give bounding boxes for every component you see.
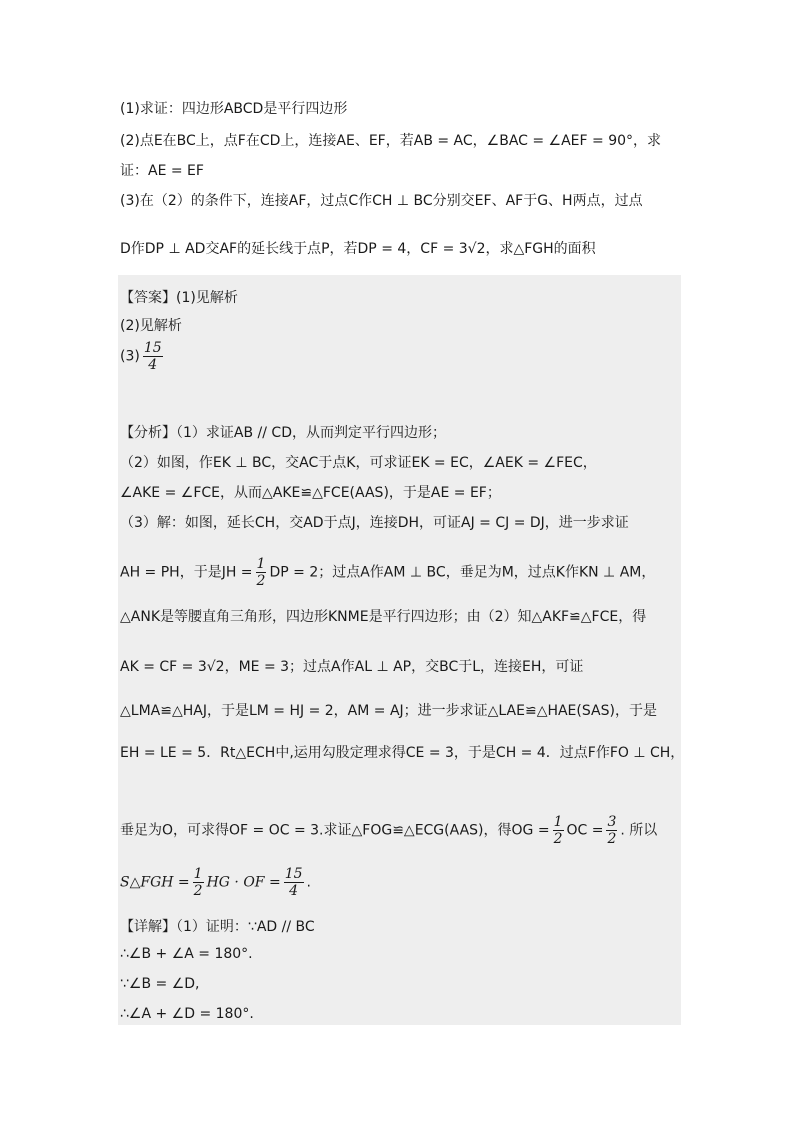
analysis-line11: S△FGH = $\frac{1}{2}$ HG · OF = $\frac{15}{4}$ . (120, 866, 311, 899)
analysis-line3: ∠AKE = ∠FCE，从而△AKE≌△FCE(AAS)，于是AE = EF； (120, 485, 501, 501)
analysis-line2: （2）如图，作EK ⊥ BC，交AC于点K，可求证EK = EC，∠AEK = ∠FEC， (120, 455, 597, 471)
question-part2-line2: 证：AE = EF (120, 163, 204, 179)
fraction-one-half: $\frac{1}{2}$ (256, 556, 266, 589)
answer-part2: (2)见解析 (120, 318, 182, 334)
analysis-line10: 垂足为O，可求得OF = OC = 3.求证△FOG≌△ECG(AAS)，得OG = $\frac{1}{2}$ OC = $\frac{3}{2}$ . 所以 (120, 814, 658, 847)
analysis-line6: △ANK是等腰直角三角形，四边形KNME是平行四边形；由（2）知△AKF≌△FCE，得 (120, 609, 647, 625)
fraction-one-half: $\frac{1}{2}$ (553, 814, 563, 847)
detail-line4: ∴∠A + ∠D = 180°. (120, 1006, 254, 1022)
question-part1: (1)求证：四边形ABCD是平行四边形 (120, 101, 348, 117)
detail-line2: ∴∠B + ∠A = 180°. (120, 946, 253, 962)
question-part3-line2: D作DP ⊥ AD交AF的延长线于点P，若DP = 4，CF = 3√2，求△FGH的面积 (120, 241, 596, 257)
fraction-three-halves: $\frac{3}{2}$ (607, 814, 617, 847)
question-part2-line1: (2)点E在BC上，点F在CD上，连接AE、EF，若AB = AC，∠BAC = ∠AEF = 90°，求 (120, 133, 662, 149)
answer-fraction: $\frac{15}{4}$ (143, 340, 162, 373)
answer-part1: 【答案】(1)见解析 (120, 290, 238, 306)
detail-line1: 【详解】（1）证明：∵AD // BC (120, 919, 315, 935)
answer-analysis-background (118, 275, 681, 1025)
analysis-line5: AH = PH，于是JH = $\frac{1}{2}$ DP = 2；过点A作AM ⊥ BC，垂足为M，过点K作KN ⊥ AM， (120, 556, 656, 589)
detail-line3: ∵∠B = ∠D, (120, 976, 200, 992)
answer-part3: (3) $\frac{15}{4}$ (120, 340, 162, 373)
analysis-line1: 【分析】（1）求证AB // CD，从而判定平行四边形； (120, 425, 446, 441)
analysis-line8: △LMA≌△HAJ，于是LM = HJ = 2，AM = AJ；进一步求证△LAE≌△HAE(SAS)，于是 (120, 703, 657, 719)
fraction-one-half: $\frac{1}{2}$ (193, 866, 203, 899)
question-part3-line1: (3)在（2）的条件下，连接AF，过点C作CH ⊥ BC分别交EF、AF于G、H两点，过点 (120, 193, 643, 209)
analysis-line9: EH = LE = 5．Rt△ECH中,运用勾股定理求得CE = 3，于是CH = 4．过点F作FO ⊥ CH， (120, 745, 685, 761)
fraction-fifteen-quarters: $\frac{15}{4}$ (284, 866, 303, 899)
analysis-line4: （3）解：如图，延长CH，交AD于点J，连接DH，可证AJ = CJ = DJ，进一步求证 (120, 515, 629, 531)
analysis-line7: AK = CF = 3√2，ME = 3；过点A作AL ⊥ AP，交BC于L，连接EH，可证 (120, 659, 584, 675)
